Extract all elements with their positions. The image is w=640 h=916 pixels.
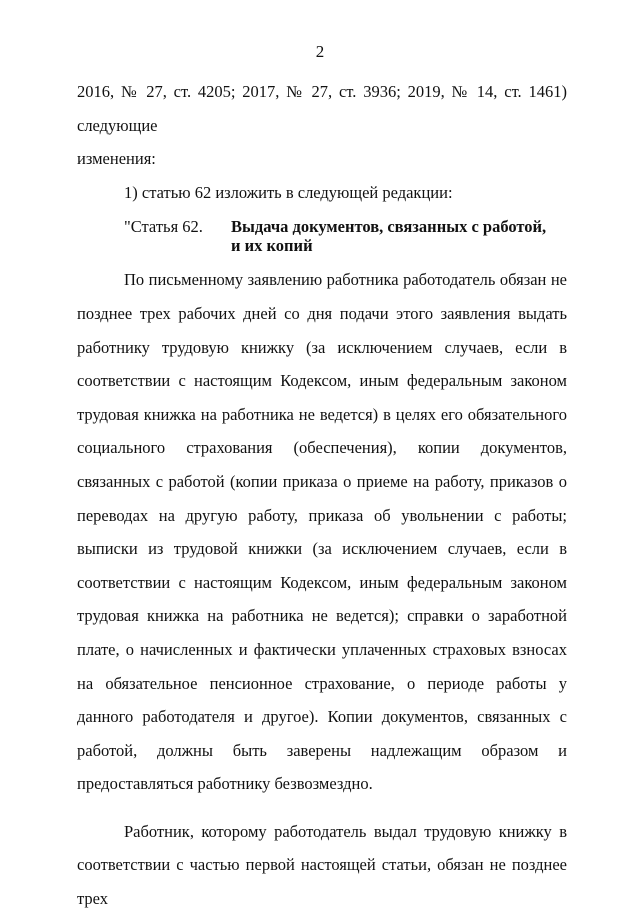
article-title-line-1: Выдача документов, связанных с работой, [231, 217, 547, 237]
intro-line-2: изменения: [77, 149, 156, 169]
page-number: 2 [315, 42, 325, 61]
paragraph-2: Работник, которому работодатель выдал трудовую книжку в соответствии с частью первой настоящей статьи, обязан не позднее трех [77, 821, 567, 909]
article-title-line-2: и их копий [231, 236, 313, 256]
intro-line-1: 2016, № 27, ст. 4205; 2017, № 27, ст. 3936; 2019, № 14, ст. 1461) следующие [77, 82, 567, 135]
article-title [231, 217, 546, 255]
article-number: "Статья 62. [124, 217, 203, 237]
article-heading [77, 209, 567, 263]
list-item-1: 1) статью 62 изложить в следующей редакции: [124, 182, 453, 202]
document-body [77, 75, 567, 916]
paragraph-1: По письменному заявлению работника работодатель обязан не позднее трех рабочих дней со дня подачи этого заявления выдать работнику трудовую книжку (за исключением случаев, если в соответствии с настоящим Кодексом, иным федеральным законом трудовая книжка на работника не ведется) в целях его обязательного социального страхования (обеспечения), копии документов, связанных с работой (копии приказа о приеме на работу, приказов о переводах на другую работу, приказа об увольнении с работы; выписки из трудовой книжки (за исключением случаев, если в соответствии с настоящим Кодексом, иным федеральным законом трудовая книжка на работника не ведется); справки о заработной плате, о начисленных и фактически уплаченных страховых взносах на обязательное пенсионное страхование, о периоде работы у данного работодателя и другое). Копии документов, связанных с работой, должны быть заверены надлежащим образом и предоставляться работнику безвозмездно. [77, 270, 567, 794]
